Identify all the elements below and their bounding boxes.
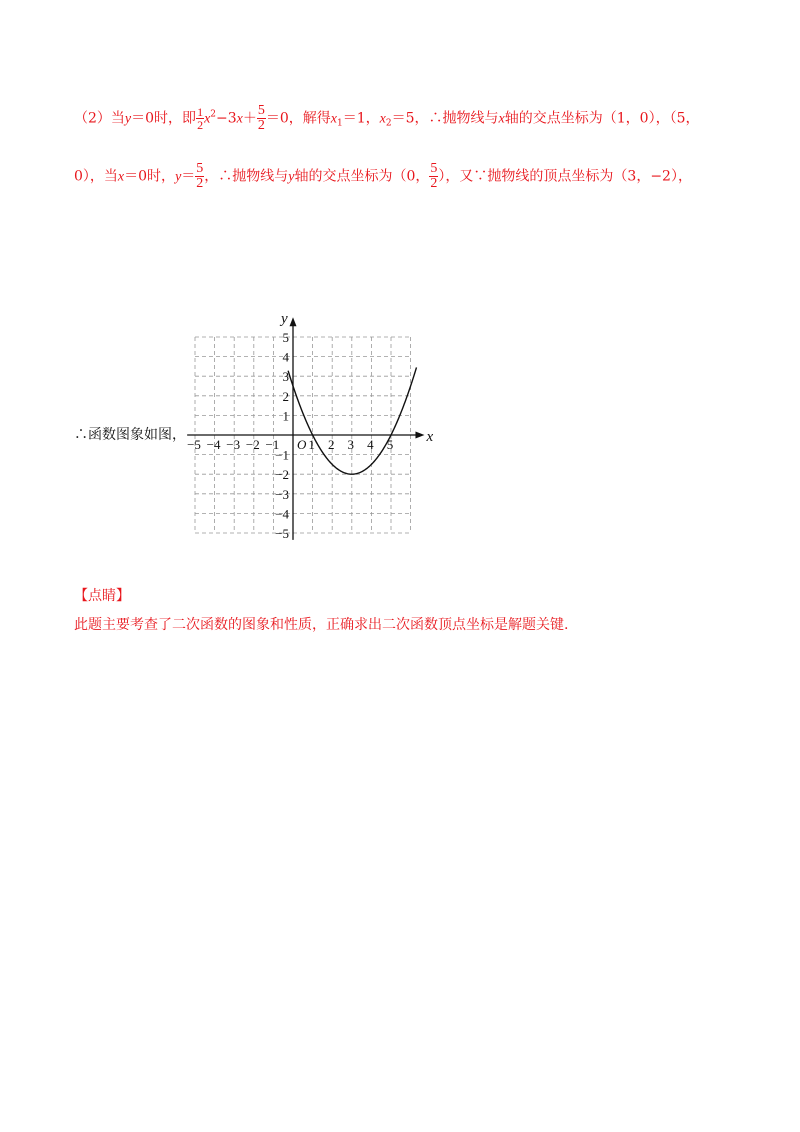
y-tick-label: 5: [282, 330, 289, 345]
x-axis-label: x: [426, 429, 434, 445]
text: ＝0时，: [124, 168, 176, 185]
note-title: 【点睛】: [74, 588, 130, 604]
text: ＝0，解得: [265, 110, 331, 127]
numerator: 5: [257, 103, 265, 118]
text: −3: [216, 110, 237, 127]
fraction-five-halves: [195, 162, 204, 191]
denominator: 2: [257, 118, 265, 133]
subscript: 2: [385, 118, 392, 129]
text: ＝1，: [342, 110, 380, 127]
numerator: 1: [197, 105, 204, 119]
x-tick-label: 1: [308, 437, 315, 452]
y-tick-label: −3: [275, 486, 289, 502]
fraction-five-halves: [257, 104, 266, 133]
text: （2）当: [74, 110, 125, 127]
exponent: 2: [210, 109, 217, 120]
var-y: y: [288, 169, 295, 185]
numerator: 5: [430, 161, 438, 176]
numerator: 5: [196, 161, 204, 176]
text: 0），当: [74, 168, 118, 185]
x-axis-arrow: [415, 432, 424, 439]
solution-line-1: [74, 104, 700, 133]
solution-line-2: [74, 162, 692, 191]
fraction-half: [196, 106, 204, 131]
var-y: y: [175, 169, 182, 185]
y-tick-label: 2: [282, 388, 289, 404]
denominator: 2: [197, 118, 204, 132]
subscript: 1: [337, 118, 343, 129]
var-x: x: [236, 111, 243, 127]
y-tick-label: 1: [282, 408, 289, 424]
text: ，∴抛物线与: [204, 168, 289, 185]
tick-labels: [187, 311, 433, 541]
x-tick-label: 4: [367, 437, 374, 452]
denominator: 2: [196, 176, 204, 191]
var-x: x: [117, 169, 125, 185]
text: ），又∵抛物线的顶点坐标为（3，−2），: [438, 168, 692, 185]
var-y: y: [124, 111, 132, 127]
x-tick-label: 3: [347, 437, 355, 452]
y-tick-label: −5: [275, 526, 289, 541]
x-tick-label: 5: [386, 437, 394, 452]
text: ＝0时，即: [131, 110, 197, 127]
note-body: 此题主要考查了二次函数的图象和性质，正确求出二次函数顶点坐标是解题关键.: [74, 617, 569, 633]
text: ＝: [181, 168, 196, 185]
y-axis-arrow: [290, 317, 297, 326]
origin-label: O: [297, 437, 307, 452]
text: 轴的交点坐标为（0，: [294, 168, 430, 185]
parabola-graph: [178, 308, 434, 544]
text: ＝5，∴抛物线与: [391, 110, 499, 127]
x-tick-label: −2: [245, 437, 260, 452]
y-axis-label: y: [281, 311, 288, 328]
graph-caption: ∴函数图象如图，: [74, 427, 186, 443]
y-tick-label: −2: [275, 467, 289, 483]
x-tick-label: −1: [265, 437, 280, 452]
x-tick-label: −4: [206, 437, 221, 452]
y-tick-label: 4: [282, 349, 289, 365]
y-tick-label: 3: [282, 369, 289, 385]
x-tick-label: −5: [187, 437, 201, 452]
var-x: x: [204, 111, 211, 127]
parabola-curve: [288, 367, 416, 474]
text: 轴的交点坐标为（1，0），（5，: [504, 110, 700, 127]
var-x: x: [498, 111, 505, 127]
denominator: 2: [430, 176, 438, 191]
x-tick-label: 2: [327, 437, 335, 452]
axes: [187, 317, 424, 540]
y-tick-label: −4: [275, 506, 289, 522]
var-x1: x: [330, 111, 338, 127]
y-tick-label: −1: [275, 447, 289, 463]
text: ＋: [242, 110, 257, 127]
var-x2: x: [379, 111, 386, 127]
x-tick-label: −3: [226, 437, 241, 452]
